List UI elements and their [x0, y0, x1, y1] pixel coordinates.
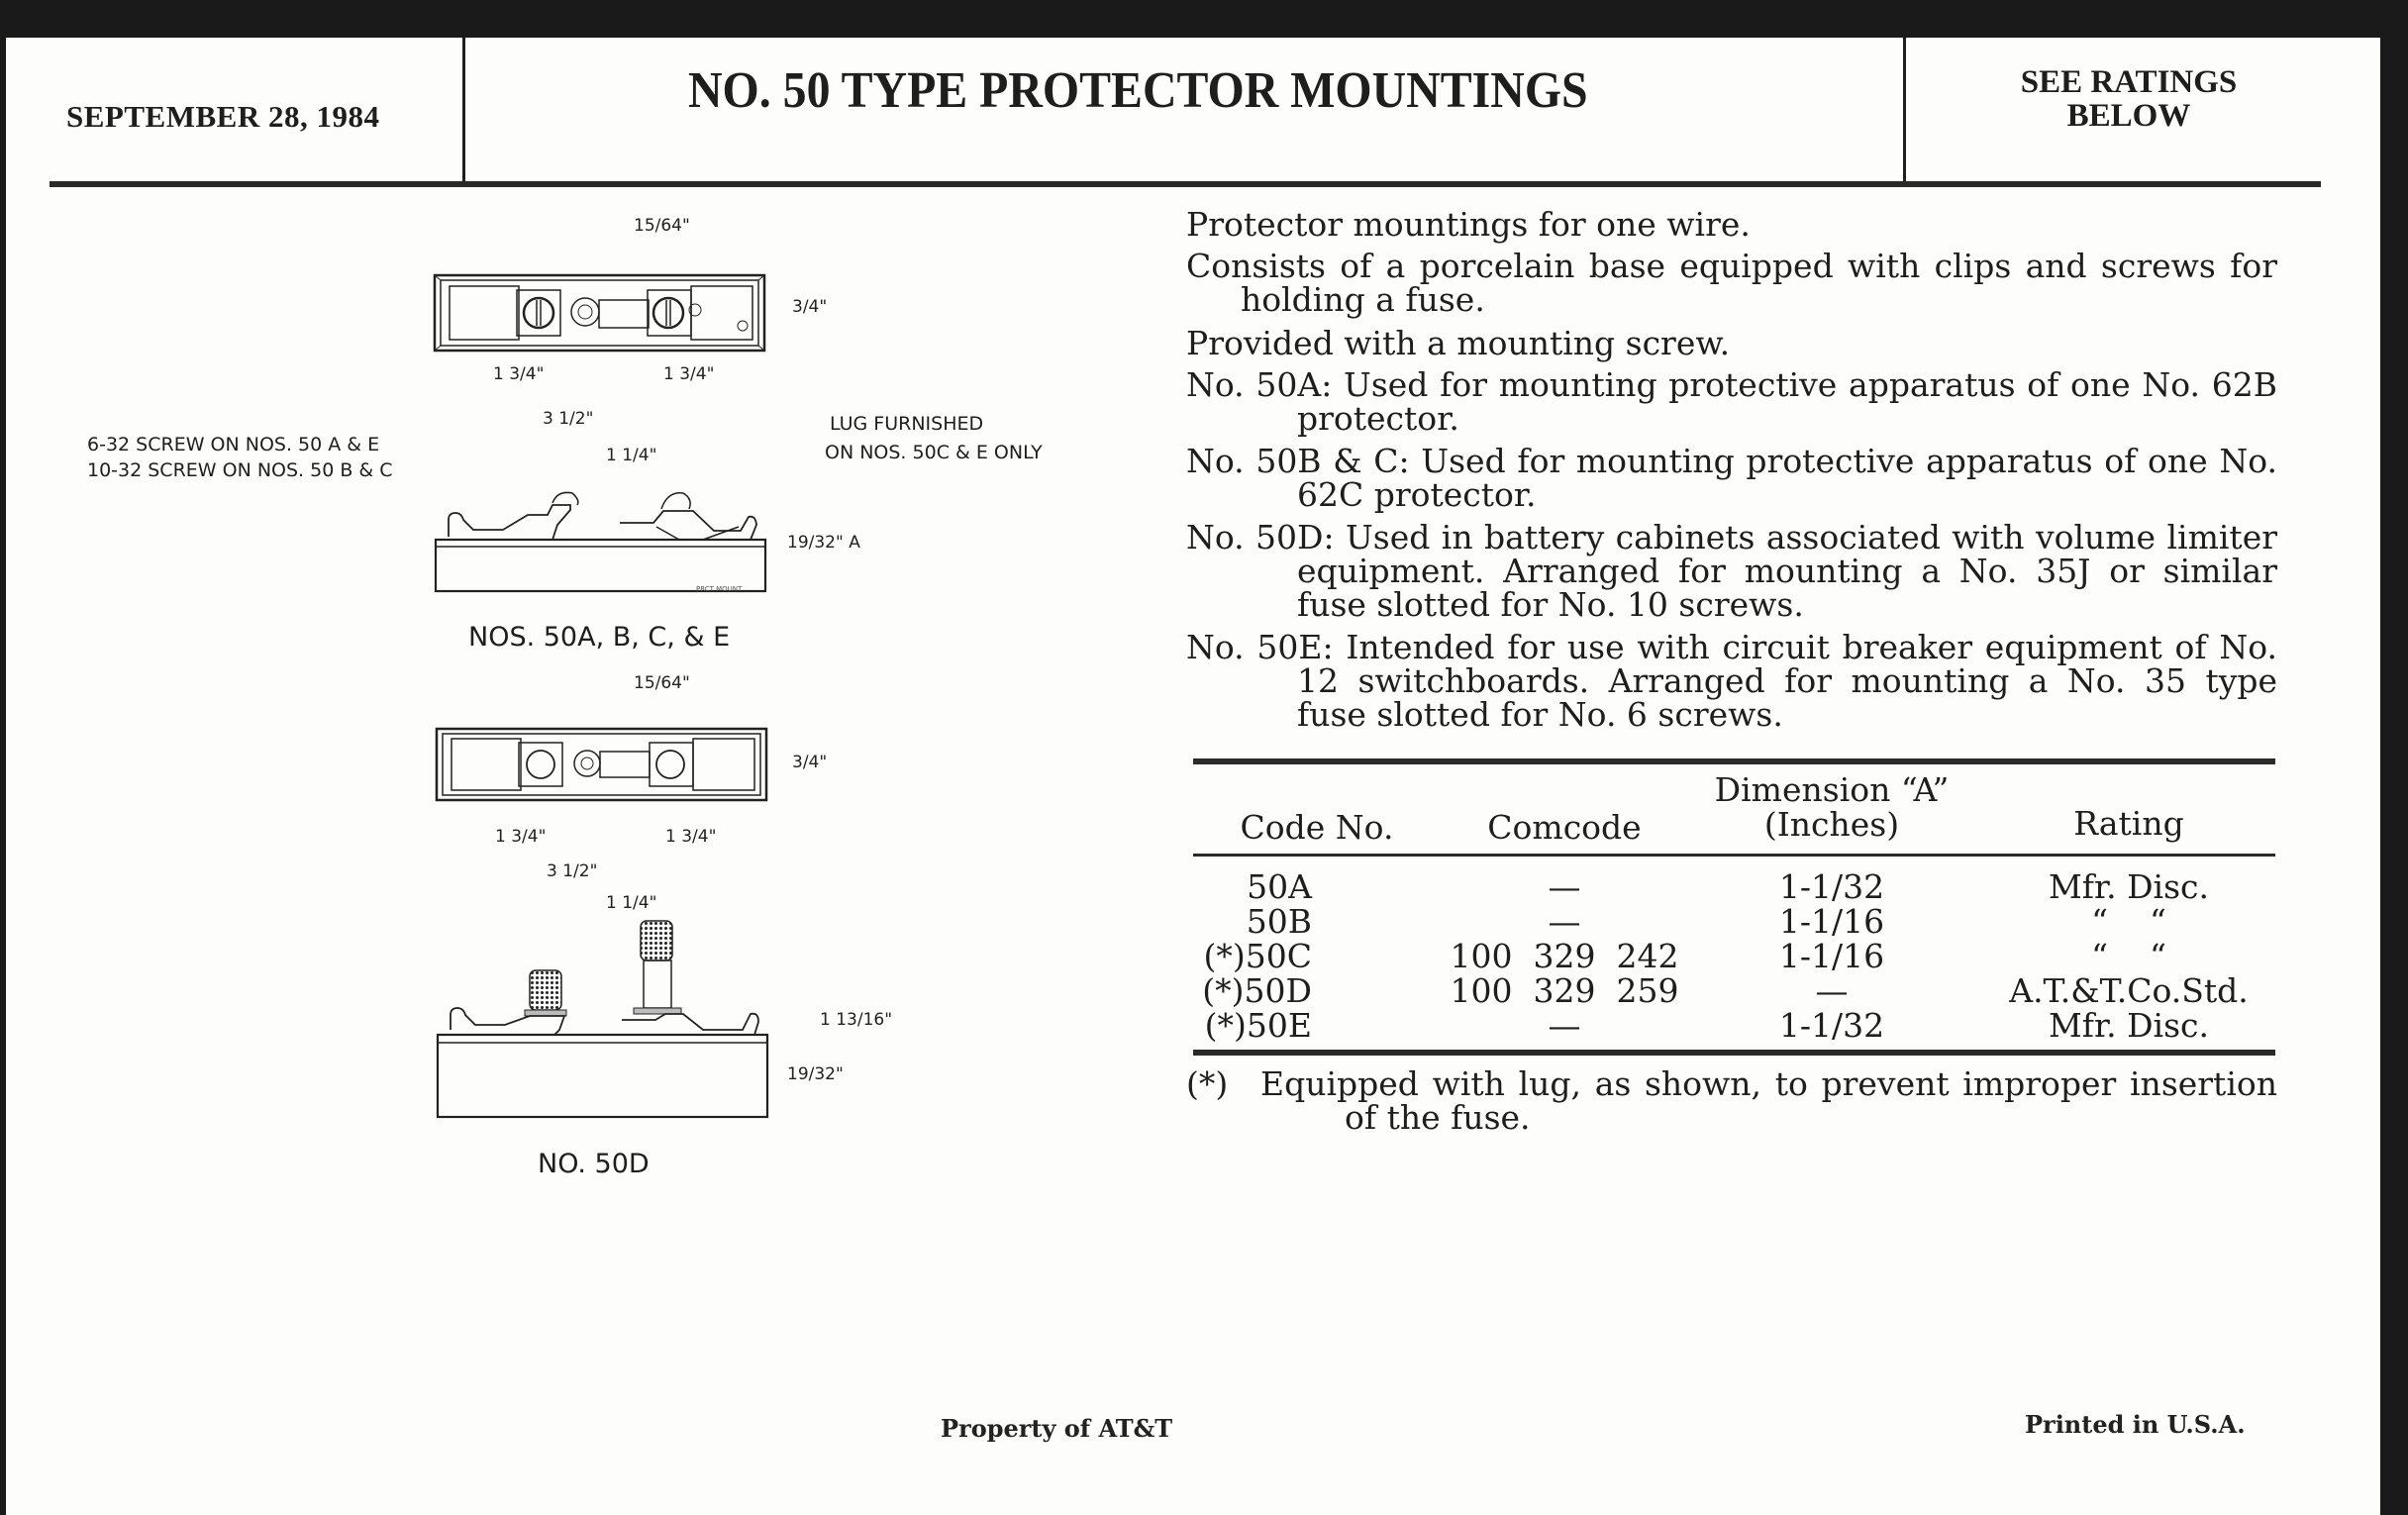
screw-head-icon: [653, 298, 683, 328]
table-cell-dimension: 1-1/16: [1778, 902, 1885, 941]
table-footnote: [1186, 1064, 2277, 1137]
col-header-dimension-line2: (Inches): [1763, 805, 1900, 844]
ratings-notice-line1: SEE RATINGS: [2020, 64, 2238, 100]
table-cell-code: (*)50E: [1204, 1006, 1312, 1045]
description-text: No. 50A: Used for mounting protective apparatus of one No. 62B protector.: [1186, 365, 2277, 438]
description-p4: [1186, 365, 2277, 438]
description-text: No. 50B & C: Used for mounting protective apparatus of one No. 62C protector.: [1186, 442, 2277, 514]
footer-property: Property of AT&T: [941, 1414, 1173, 1443]
table-cell-comcode: 100 329 242: [1450, 937, 1679, 975]
dim-height-19-32-a: 19/32" A: [787, 533, 860, 553]
table-cell-rating: A.T.&T.Co.Std.: [2009, 971, 2249, 1010]
description-p6: [1186, 518, 2277, 624]
lug-note-line1: LUG FURNISHED: [830, 413, 984, 435]
table-cell-dimension: 1-1/32: [1778, 1006, 1885, 1045]
screw-note-line1: 6-32 SCREW ON NOS. 50 A & E: [87, 434, 380, 455]
description-p1: [1186, 205, 2277, 244]
caption-50abce: NOS. 50A, B, C, & E: [468, 622, 731, 653]
dim-50d-gap-15-64: 15/64": [634, 673, 690, 693]
drawing-50d-side-view: [436, 941, 777, 1124]
table-cell-comcode: —: [1548, 867, 1581, 906]
table-cell-rating: Mfr. Disc.: [2048, 867, 2210, 906]
description-text: No. 50E: Intended for use with circuit breaker equipment of No. 12 switchboards. Arranged for mounting a No. 35 type fuse slotted for No. 6 screws.: [1186, 628, 2277, 734]
table-cell-dimension: 1-1/32: [1778, 867, 1885, 906]
lug-note-line2: ON NOS. 50C & E ONLY: [825, 442, 1043, 463]
dim-50d-width-3-4: 3/4": [792, 753, 828, 772]
knurled-fuse-cap-icon: [641, 921, 672, 960]
table-cell-code: 50B: [1246, 902, 1312, 941]
dim-width-3-4: 3/4": [792, 297, 828, 317]
table-cell-code: 50A: [1247, 867, 1312, 906]
screw-note-line2: 10-32 SCREW ON NOS. 50 B & C: [87, 459, 393, 481]
svg-text:PRCT MOUNT: PRCT MOUNT: [696, 585, 743, 593]
header-divider-left: [462, 38, 465, 184]
col-header-code: Code No.: [1240, 808, 1394, 847]
header-rule: [50, 181, 2321, 187]
table-cell-rating: “ “: [2091, 937, 2166, 975]
dim-50d-length-3-1-2: 3 1/2": [547, 861, 598, 881]
drawing-50abce-top-view: [434, 274, 765, 352]
description-p5: [1186, 442, 2277, 514]
table-cell-rating: “ “: [2091, 902, 2166, 941]
footnote-text: Equipped with lug, as shown, to prevent improper insertion of the fuse.: [1260, 1064, 2277, 1137]
table-cell-code: (*)50D: [1202, 971, 1312, 1010]
header-divider-right: [1903, 38, 1906, 184]
dim-right-1-3-4: 1 3/4": [663, 364, 715, 384]
dim-left-1-3-4: 1 3/4": [493, 364, 545, 384]
table-cell-comcode: 100 329 259: [1450, 971, 1679, 1010]
ratings-notice: [1941, 65, 2317, 133]
dim-50d-fuse-1-13-16: 1 13/16": [820, 1010, 893, 1030]
drawing-50abce-side-view: [434, 485, 770, 594]
col-header-dimension-line1: Dimension “A”: [1714, 770, 1950, 809]
table-cell-code: (*)50C: [1203, 937, 1312, 975]
dim-50d-center-1-1-4: 1 1/4": [606, 893, 657, 913]
table-cell-dimension: 1-1/16: [1778, 937, 1885, 975]
description-text: No. 50D: Used in battery cabinets associated with volume limiter equipment. Arranged for mounting a No. 35J or similar fuse slotted for No. 10 screws.: [1186, 518, 2277, 624]
dim-50d-right-1-3-4: 1 3/4": [665, 827, 717, 847]
footnote-mark: (*): [1186, 1064, 1229, 1103]
description-text: Provided with a mounting screw.: [1186, 324, 1731, 362]
table-top-rule: [1193, 758, 2275, 764]
knurled-fuse-cap-icon: [530, 970, 561, 1010]
screw-head-icon: [527, 751, 554, 778]
table-cell-dimension: —: [1815, 971, 1849, 1010]
description-text: Protector mountings for one wire.: [1186, 205, 1751, 244]
table-cell-rating: Mfr. Disc.: [2048, 1006, 2210, 1045]
description-p7: [1186, 628, 2277, 734]
dim-length-3-1-2: 3 1/2": [543, 409, 594, 429]
page-title: NO. 50 TYPE PROTECTOR MOUNTINGS: [688, 62, 1588, 119]
screw-head-icon: [524, 298, 553, 328]
table-cell-comcode: —: [1548, 902, 1581, 941]
table-cell-comcode: —: [1548, 1006, 1581, 1045]
drawing-50d-top-view: [436, 728, 767, 805]
screw-head-icon: [656, 751, 684, 778]
table-header-rule: [1193, 854, 2275, 857]
table-bottom-rule: [1193, 1050, 2275, 1056]
col-header-rating: Rating: [2073, 804, 2184, 843]
col-header-comcode: Comcode: [1487, 808, 1642, 847]
footer-printed: Printed in U.S.A.: [2025, 1410, 2246, 1439]
dim-gap-15-64: 15/64": [634, 216, 690, 236]
description-text: Consists of a porcelain base equipped with clips and screws for holding a fuse.: [1186, 247, 2277, 319]
issue-date: SEPTEMBER 28, 1984: [66, 99, 380, 134]
col-header-dimension: [1683, 772, 1980, 842]
description-p2: [1186, 247, 2277, 319]
description-p3: [1186, 324, 2277, 362]
dim-50d-left-1-3-4: 1 3/4": [495, 827, 547, 847]
caption-50d: NO. 50D: [538, 1149, 650, 1179]
dim-50d-height-19-32: 19/32": [787, 1064, 844, 1084]
ratings-notice-line2: BELOW: [2066, 98, 2191, 134]
dim-center-1-1-4: 1 1/4": [606, 446, 657, 465]
